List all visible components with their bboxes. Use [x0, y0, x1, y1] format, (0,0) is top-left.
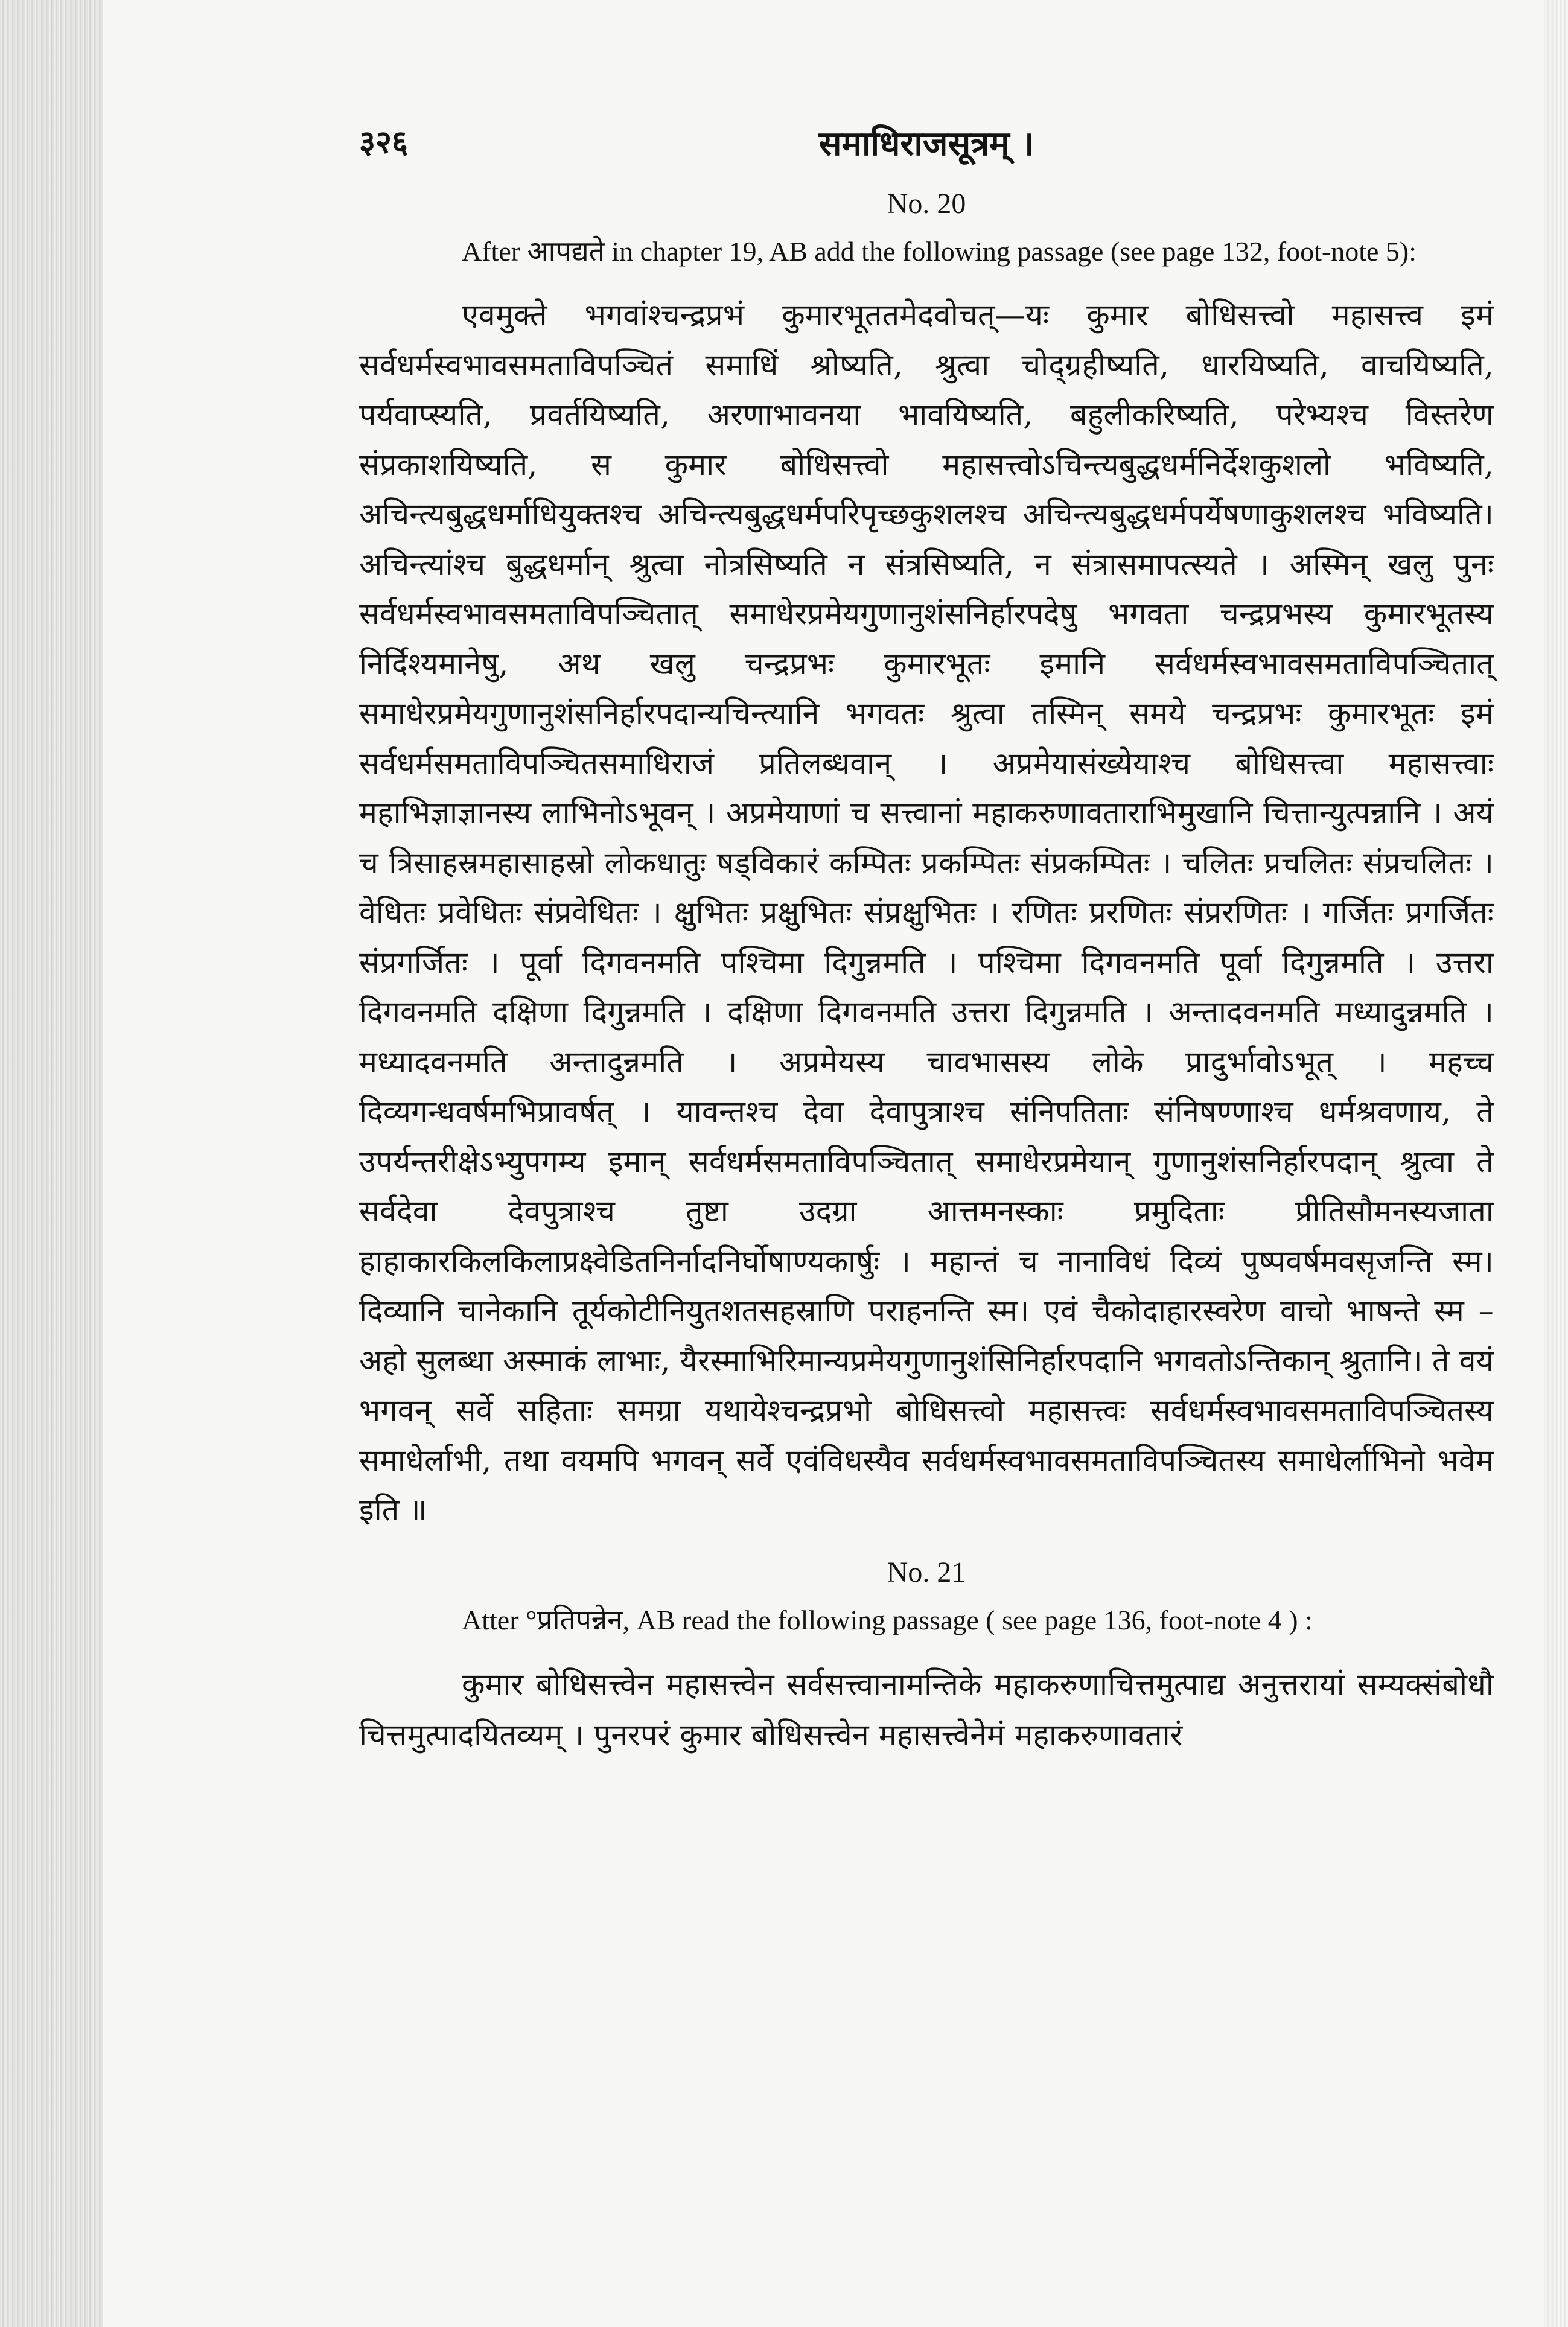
- sanskrit-passage: कुमार बोधिसत्त्वेन महासत्त्वेन सर्वसत्त्वानामन्तिके महाकरुणाचित्तमुत्पाद्य अनुत्तरायां सम्यक्संबोधौ चित्तमुत्पादयितव्यम् । पुनरपरं कुमार बोधिसत्त्वेन महासत्त्वेनेमं महाकरुणावतारं: [359, 1666, 1494, 1752]
- sanskrit-passage: एवमुक्ते भगवांश्चन्द्रप्रभं कुमारभूततमेदवोचत्—यः कुमार बोधिसत्त्वो महासत्त्व इमं सर्वधर्मस्वभावसमताविपञ्चितं समाधिं श्रोष्यति, श्रुत्वा चोद्ग्रहीष्यति, धारयिष्यति, वाचयिष्यति, पर्यवाप्स्यति, प्रवर्तयिष्यति, अरणाभावनया भावयिष्यति, बहुलीकरिष्यति, परेभ्यश्च विस्तरेण संप्रकाशयिष्यति, स कुमार बोधिसत्त्वो महासत्त्वोऽचिन्त्यबुद्धधर्मनिर्देशकुशलो भविष्यति, अचिन्त्यबुद्धधर्माधियुक्तश्च अचिन्त्यबुद्धधर्मपरिपृच्छकुशलश्च अचिन्त्यबुद्धधर्मपर्येषणाकुशलश्च भविष्यति। अचिन्त्यांश्च बुद्धधर्मान् श्रुत्वा नोत्रसिष्यति न संत्रसिष्यति, न संत्रासमापत्स्यते । अस्मिन् खलु पुनः सर्वधर्मस्वभावसमताविपञ्चितात् समाधेरप्रमेयगुणानुशंसनिर्हारपदेषु भगवता चन्द्रप्रभस्य कुमारभूतस्य निर्दिश्यमानेषु, अथ खलु चन्द्रप्रभः कुमारभूतः इमानि सर्वधर्मस्वभावसमताविपञ्चितात् समाधेरप्रमेयगुणानुशंसनिर्हारपदान्यचिन्त्यानि भगवतः श्रुत्वा तस्मिन् समये चन्द्रप्रभः कुमारभूतः इमं सर्वधर्मसमताविपञ्चितसमाधिराजं प्रतिलब्धवान् । अप्रमेयासंख्येयाश्च बोधिसत्त्वा महासत्त्वाः महाभिज्ञाज्ञानस्य लाभिनोऽभूवन् । अप्रमेयाणां च सत्त्वानां महाकरुणावताराभिमुखानि चित्तान्युत्पन्नानि । अयं च त्रिसाहस्रमहासाहस्रो लोकधातुः षड्विकारं कम्पितः प्रकम्पितः संप्रकम्पितः । चलितः प्रचलितः संप्रचलितः । वेधितः प्रवेधितः संप्रवेधितः । क्षुभितः प्रक्षुभितः संप्रक्षुभितः । रणितः प्ररणितः संप्ररणितः । गर्जितः प्रगर्जितः संप्रगर्जितः । पूर्वा दिगवनमति पश्चिमा दिगुन्नमति । पश्चिमा दिगवनमति पूर्वा दिगुन्नमति । उत्तरा दिगवनमति दक्षिणा दिगुन्नमति । दक्षिणा दिगवनमति उत्तरा दिगुन्नमति । अन्तादवनमति मध्यादुन्नमति । मध्यादवनमति अन्तादुन्नमति । अप्रमेयस्य चावभासस्य लोके प्रादुर्भावोऽभूत् । महच्च दिव्यगन्धवर्षमभिप्रावर्षत् । यावन्तश्च देवा देवापुत्राश्च संनिपतिताः संनिषण्णाश्च धर्मश्रवणाय, ते उपर्यन्तरीक्षेऽभ्युपगम्य इमान् सर्वधर्मसमताविपञ्चितात् समाधेरप्रमेयान् गुणानुशंसनिर्हारपदान् श्रुत्वा ते सर्वदेवा देवपुत्राश्च तुष्टा उदग्रा आत्तमनस्काः प्रमुदिताः प्रीतिसौमनस्यजाता हाहाकारकिलकिलाप्रक्ष्वेडितनिर्नादनिर्घोषाण्यकार्षुः । महान्तं च नानाविधं दिव्यं पुष्पवर्षमवसृजन्ति स्म। दिव्यानि चानेकानि तूर्यकोटीनियुतशतसहस्राणि पराहनन्ति स्म। एवं चैकोदाहारस्वरेण वाचो भाषन्ते स्म – अहो सुलब्धा अस्माकं लाभाः, यैरस्माभिरिमान्यप्रमेयगुणानुशंसिनिर्हारपदानि भगवतोऽन्तिकान् श्रुतानि। ते वयं भगवन् सर्वे सहिताः समग्रा यथायेश्चन्द्रप्रभो बोधिसत्त्वो महासत्त्वः सर्वधर्मस्वभावसमताविपञ्चितस्य समाधेर्लाभी, तथा वयमपि भगवन् सर्वे एवंविधस्यैव सर्वधर्मस्वभावसमताविपञ्चितस्य समाधेर्लाभिनो भवेम इति ॥: [359, 298, 1494, 1527]
- section-instruction: After आपद्यते in chapter 19, AB add the following passage (see page 132, foot-note 5):: [462, 236, 1417, 267]
- page-edge-shadow: [1544, 0, 1568, 2327]
- book-binding-shadow: [0, 0, 103, 2327]
- section-instruction: Atter °प्रतिपन्नेन, AB read the following passage ( see page 136, foot-note 4 ) :: [462, 1604, 1313, 1635]
- page-header: [359, 115, 1494, 169]
- section-number: No. 21: [887, 1556, 966, 1588]
- running-title: समाधिराजसूत्रम् ।: [818, 124, 1034, 164]
- page-number: ३२६: [359, 124, 409, 161]
- section-number: No. 20: [887, 188, 966, 220]
- section-no-20: [359, 187, 1494, 1535]
- section-no-21: [359, 1556, 1494, 1760]
- book-page: [359, 115, 1494, 1760]
